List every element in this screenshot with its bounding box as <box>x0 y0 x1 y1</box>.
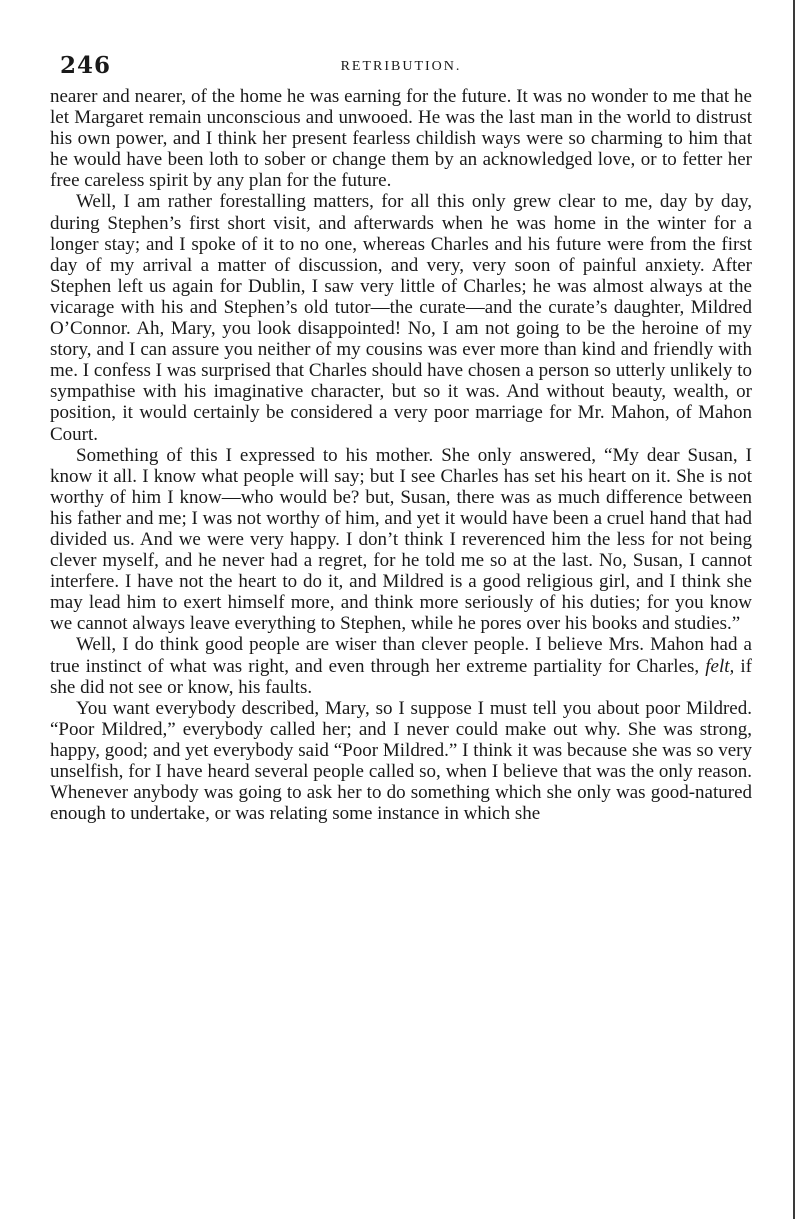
page-number: 246 <box>60 52 112 79</box>
paragraph <box>50 634 752 697</box>
paragraph: You want everybody described, Mary, so I suppose I must tell you about poor Mildred. “Poor Mildred,” everybody called her; and I never could make out why. She was strong, happy, good; and yet everybody said “Poor Mildred.” I think it was because she was so very unselfish, for I have heard several people called so, when I believe that was the only reason. Whenever anybody was going to ask her to do something which she only was good-natured enough to undertake, or was relating some instance in which she <box>50 697 752 825</box>
book-page <box>50 52 752 824</box>
paragraph: Something of this I expressed to his mother. She only answered, “My dear Susan, I know it all. I know what people will say; but I see Charles has set his heart on it. She is not worthy of him I know—who would be? but, Susan, there was as much difference between his father and me; I was not worthy of him, and yet it would have been a cruel hand that had divided us. And we were very happy. I don’t think I reverenced him the less for not being clever myself, and he never had a regret, for he told me so at the last. No, Susan, I cannot interfere. I have not the heart to do it, and Mildred is a good religious girl, and I think she may lead him to exert himself more, and think more seriously of his duties; for you know we cannot always leave everything to Stephen, while he pores over his books and studies.” <box>50 444 752 635</box>
paragraph: nearer and nearer, of the home he was earning for the future. It was no wonder to me that he let Margaret remain unconscious and unwooed. He was the last man in the world to distrust his own power, and I think her present fearless childish ways were so charming to him that he would have been loth to sober or change them by an acknowledged love, or to fetter her free careless spirit by any plan for the future. <box>50 86 752 192</box>
italic-emphasis: felt, <box>705 655 735 677</box>
body-text <box>50 86 752 824</box>
paragraph-text: if she did not see or know, his faults. <box>50 655 753 698</box>
running-head <box>50 52 752 86</box>
running-title: RETRIBUTION. <box>340 59 462 74</box>
page-edge-rule <box>793 0 795 1219</box>
paragraph-text: Well, I do think good people are wiser than clever people. I believe Mrs. Mahon had a true instinct of what was right, and even through her extreme partiality for Charles, <box>50 634 752 677</box>
paragraph: Well, I am rather forestalling matters, for all this only grew clear to me, day by day, during Stephen’s first short visit, and afterwards when he was home in the winter for a longer stay; and I spoke of it to no one, whereas Charles and his future were from the first day of my arrival a matter of discussion, and very, very soon of painful anxiety. After Stephen left us again for Dublin, I saw very little of Charles; he was almost always at the vicarage with his and Stephen’s old tutor—the curate—and the curate’s daughter, Mildred O’Connor. Ah, Mary, you look disappointed! No, I am not going to be the heroine of my story, and I can assure you neither of my cousins was ever more than kind and friendly with me. I confess I was surprised that Charles should have chosen a person so utterly unlikely to sympathise with his imaginative character, but so it was. And without beauty, wealth, or position, it would certainly be considered a very poor marriage for Mr. Mahon, of Mahon Court. <box>50 191 752 445</box>
